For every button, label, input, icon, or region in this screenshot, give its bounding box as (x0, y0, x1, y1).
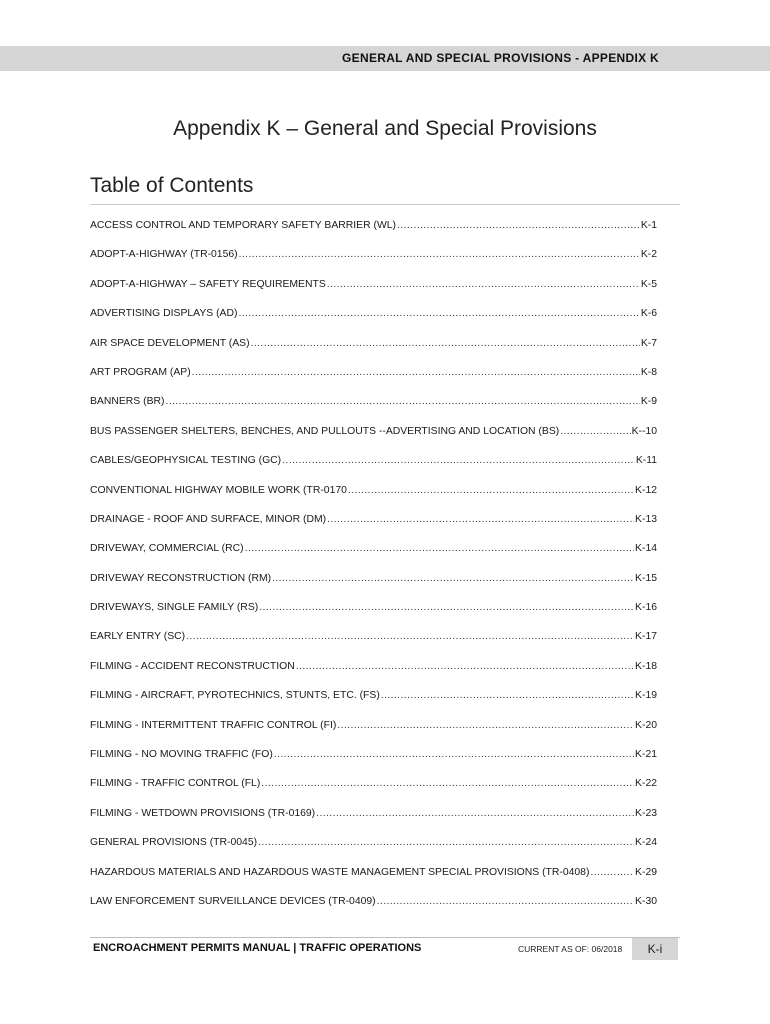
toc-dot-leader (258, 828, 634, 857)
toc-dot-leader (282, 446, 635, 475)
toc-entry-page: K-13 (635, 513, 657, 525)
toc-entry[interactable] (90, 417, 657, 446)
toc-entry-page: K-30 (635, 895, 657, 907)
running-header-title: GENERAL AND SPECIAL PROVISIONS - APPENDIX K (342, 51, 659, 65)
toc-entry[interactable] (90, 652, 657, 681)
toc-entry-label: GENERAL PROVISIONS (TR-0045) (90, 837, 258, 849)
toc-entry-label: BANNERS (BR) (90, 396, 165, 408)
toc-dot-leader (238, 299, 639, 328)
toc-entry-label: FILMING - ACCIDENT RECONSTRUCTION (90, 660, 295, 672)
toc-entry-label: ADVERTISING DISPLAYS (AD) (90, 308, 238, 320)
page-number: K-i (632, 938, 678, 960)
toc-entry[interactable] (90, 299, 657, 328)
toc-entry-page: K-23 (635, 807, 657, 819)
toc-entry-page: K-14 (635, 543, 657, 555)
toc-entry[interactable] (90, 270, 657, 299)
toc-dot-leader (165, 387, 639, 416)
footer-manual-title: ENCROACHMENT PERMITS MANUAL | TRAFFIC OPERATIONS (93, 942, 422, 954)
toc-entry-page: K-2 (640, 249, 657, 261)
toc-heading: Table of Contents (90, 174, 254, 197)
table-of-contents (90, 211, 657, 916)
toc-entry-page: K-21 (635, 749, 657, 761)
toc-entry-label: HAZARDOUS MATERIALS AND HAZARDOUS WASTE MANAGEMENT SPECIAL PROVISIONS (TR-0408) (90, 866, 590, 878)
toc-dot-leader (381, 681, 634, 710)
toc-entry-page: K-5 (640, 278, 657, 290)
toc-dot-leader (259, 593, 634, 622)
toc-entry[interactable] (90, 681, 657, 710)
toc-entry-label: AIR SPACE DEVELOPMENT (AS) (90, 337, 250, 349)
toc-entry-label: ACCESS CONTROL AND TEMPORARY SAFETY BARRIER (WL) (90, 220, 397, 231)
toc-dot-leader (560, 417, 630, 446)
running-header (0, 46, 770, 71)
toc-entry-label: FILMING - TRAFFIC CONTROL (FL) (90, 778, 261, 790)
toc-dot-leader (337, 711, 634, 740)
toc-entry-label: EARLY ENTRY (SC) (90, 631, 186, 643)
toc-entry-page: K-6 (640, 308, 657, 320)
toc-entry[interactable] (90, 476, 657, 505)
toc-entry-label: FILMING - AIRCRAFT, PYROTECHNICS, STUNTS, ETC. (FS) (90, 690, 380, 702)
toc-dot-leader (272, 564, 634, 593)
toc-entry[interactable] (90, 740, 657, 769)
toc-dot-leader (327, 270, 640, 299)
toc-entry[interactable] (90, 622, 657, 651)
toc-entry-page: K-22 (635, 778, 657, 790)
toc-entry[interactable] (90, 593, 657, 622)
toc-dot-leader (377, 887, 634, 916)
toc-entry[interactable] (90, 887, 657, 916)
toc-entry-label: CONVENTIONAL HIGHWAY MOBILE WORK (TR-0170 (90, 484, 347, 496)
toc-dot-leader (274, 740, 634, 769)
toc-dot-leader (316, 799, 634, 828)
toc-dot-leader (192, 358, 640, 387)
toc-dot-leader (239, 240, 640, 269)
toc-dot-leader (296, 652, 634, 681)
toc-entry-page: K--10 (631, 425, 657, 437)
toc-entry-label: ADOPT-A-HIGHWAY (TR-0156) (90, 249, 238, 261)
toc-entry-page: K-12 (635, 484, 657, 496)
toc-entry-label: LAW ENFORCEMENT SURVEILLANCE DEVICES (TR-0409) (90, 895, 376, 907)
toc-entry[interactable] (90, 769, 657, 798)
toc-entry-page: K-29 (635, 866, 657, 878)
toc-entry[interactable] (90, 534, 657, 563)
toc-entry-page: K-20 (635, 719, 657, 731)
footer-rule (90, 937, 680, 938)
toc-entry[interactable] (90, 799, 657, 828)
toc-dot-leader (251, 329, 640, 358)
toc-entry-page: K-7 (640, 337, 657, 349)
toc-heading-rule (90, 204, 680, 205)
toc-entry[interactable] (90, 446, 657, 475)
toc-entry[interactable] (90, 828, 657, 857)
toc-entry-label: DRIVEWAY, COMMERCIAL (RC) (90, 543, 244, 555)
toc-entry-label: ART PROGRAM (AP) (90, 366, 191, 378)
toc-entry-label: DRIVEWAYS, SINGLE FAMILY (RS) (90, 602, 259, 614)
toc-entry-label: FILMING - NO MOVING TRAFFIC (FO) (90, 749, 273, 761)
toc-entry-label: DRIVEWAY RECONSTRUCTION (RM) (90, 572, 272, 584)
toc-entry-page: K-24 (635, 837, 657, 849)
toc-dot-leader (245, 534, 634, 563)
toc-entry[interactable] (90, 711, 657, 740)
footer-date: CURRENT AS OF: 06/2018 (518, 944, 623, 954)
toc-entry-label: BUS PASSENGER SHELTERS, BENCHES, AND PULLOUTS --ADVERTISING AND LOCATION (BS) (90, 425, 560, 437)
toc-entry-page: K-9 (640, 396, 657, 408)
toc-entry[interactable] (90, 858, 657, 887)
toc-entry-page: K-8 (640, 366, 657, 378)
toc-dot-leader (261, 769, 634, 798)
page-title: Appendix K – General and Special Provisions (173, 117, 597, 140)
toc-entry-page: K-1 (640, 220, 657, 231)
toc-entry-label: CABLES/GEOPHYSICAL TESTING (GC) (90, 455, 282, 467)
toc-dot-leader (348, 476, 634, 505)
toc-entry-page: K-15 (635, 572, 657, 584)
toc-entry[interactable] (90, 564, 657, 593)
toc-entry-label: ADOPT-A-HIGHWAY – SAFETY REQUIREMENTS (90, 278, 326, 290)
toc-entry-label: FILMING - INTERMITTENT TRAFFIC CONTROL (FI) (90, 719, 337, 731)
toc-entry-page: K-18 (635, 660, 657, 672)
toc-entry[interactable] (90, 211, 657, 240)
toc-dot-leader (327, 505, 634, 534)
toc-entry[interactable] (90, 358, 657, 387)
toc-dot-leader (397, 211, 640, 240)
toc-entry[interactable] (90, 505, 657, 534)
toc-entry-page: K-17 (635, 631, 657, 643)
toc-dot-leader (186, 622, 634, 651)
toc-entry[interactable] (90, 387, 657, 416)
toc-entry[interactable] (90, 329, 657, 358)
toc-entry-page: K-16 (635, 602, 657, 614)
toc-entry-page: K-19 (635, 690, 657, 702)
toc-entry-label: FILMING - WETDOWN PROVISIONS (TR-0169) (90, 807, 316, 819)
toc-entry[interactable] (90, 240, 657, 269)
toc-dot-leader (590, 858, 634, 887)
toc-entry-page: K-11 (635, 455, 657, 467)
toc-entry-label: DRAINAGE - ROOF AND SURFACE, MINOR (DM) (90, 513, 327, 525)
